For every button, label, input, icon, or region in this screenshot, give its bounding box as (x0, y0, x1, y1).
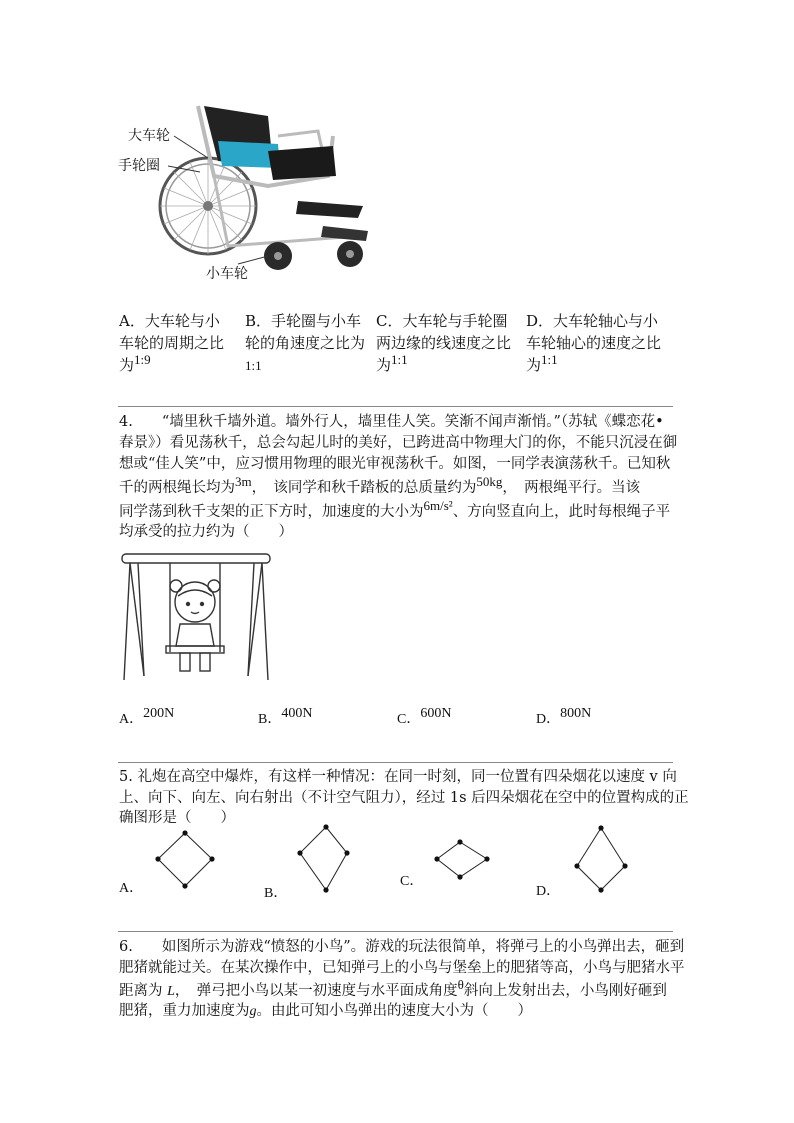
q3-option-c[interactable] (376, 310, 524, 377)
q3-option-b-line1: B．手轮圈与小车 (245, 312, 362, 330)
q3-option-a-line1: A．大车轮与小 (119, 312, 220, 330)
q4-option-b-value: 400N (281, 706, 313, 721)
q4-option-c-value: 600N (420, 706, 452, 721)
q3-option-a-line2: 车轮的周期之比 (119, 334, 225, 352)
q4-line1: 4. “墙里秋千墙外道。墙外行人，墙里佳人笑。笑渐不闻声渐悄。”（苏轼《蝶恋花• (119, 414, 664, 430)
label-big-wheel: 大车轮 (128, 128, 170, 144)
q6-line3 (119, 977, 675, 1002)
q3-option-d[interactable] (526, 310, 676, 377)
q4-line4-c: ， 两根绳平行。当该 (502, 480, 641, 496)
q5-figure-d (568, 822, 634, 900)
separator-1 (118, 406, 673, 407)
q3-option-c-line1: C．大车轮与手轮圈 (376, 312, 508, 330)
q5-figure-a (150, 828, 220, 893)
q4-option-a-key: A． (119, 712, 144, 727)
q3-option-a-line3: 为 (119, 356, 135, 374)
q6-line1: 6. 如图所示为游戏“愤怒的小鸟”。游戏的玩法很简单，将弹弓上的小鸟弹出去，砸到 (119, 939, 685, 955)
q3-option-c-value: 1:1 (391, 352, 408, 367)
q4-option-a[interactable] (119, 708, 174, 728)
q3-option-b-value: 1:1 (245, 358, 262, 373)
q4-option-c-key: C． (397, 712, 421, 727)
q5-figure-c (430, 836, 494, 884)
q4-line5-b: 、方向竖直向上，此时每根绳子平 (452, 504, 671, 520)
separator-3 (118, 931, 673, 932)
q4-option-b[interactable] (258, 708, 312, 728)
q5-option-d-label[interactable]: D． (536, 884, 561, 899)
q4-mass: 50kg (476, 474, 503, 489)
wheelchair-image (118, 96, 378, 286)
q4-line4 (119, 474, 675, 499)
q5-line2: 上、向下、向左、向右射出（不计空气阻力），经过 1s 后四朵烟花在空中的位置构成的正 (119, 790, 689, 806)
q4-line2: 春景》）看见荡秋千，总会勾起儿时的美好，已跨进高中物理大门的你，不能只沉浸在御 (119, 435, 678, 451)
q4-line4-a: 千的两根绳长均为 (119, 480, 235, 496)
q4-option-d-key: D． (536, 712, 561, 727)
swing-figure (118, 548, 274, 684)
q4-line3: 想或“佳人笑”中，应习惯用物理的眼光审视荡秋千。如图，一同学表演荡秋千。已知秋 (119, 456, 671, 472)
q6-line4 (119, 1001, 675, 1022)
q3-option-c-line3: 为 (376, 356, 392, 374)
q4-option-d[interactable] (536, 708, 591, 728)
label-small-wheel: 小车轮 (206, 266, 248, 282)
q6-line3-a: 距离为 (119, 983, 163, 999)
q6-line3-b: ， 弹弓把小鸟以某一初速度与水平面成角度 (174, 983, 458, 999)
q3-option-d-value: 1:1 (541, 352, 558, 367)
q3-option-b[interactable] (245, 310, 375, 377)
q4-line6: 均承受的拉力约为（ ） (119, 524, 293, 540)
q4-line5-a: 同学荡到秋千支架的正下方时，加速度的大小为 (119, 504, 424, 520)
q5-figure-b (292, 820, 354, 900)
q6-line4-a: 肥猪，重力加速度为 (119, 1003, 250, 1019)
q3-option-b-line2: 轮的角速度之比为 (245, 334, 366, 352)
q4-option-a-value: 200N (143, 706, 175, 721)
q6-angle-symbol: θ (457, 977, 464, 992)
q4-option-b-key: B． (258, 712, 282, 727)
q6-line4-b: 。由此可知小鸟弹出的速度大小为（ ） (256, 1003, 532, 1019)
q4-option-d-value: 800N (560, 706, 592, 721)
q5-option-a-label[interactable]: A． (119, 881, 144, 896)
q3-option-a[interactable] (119, 310, 241, 377)
q4-line4-b: ， 该同学和秋千踏板的总质量约为 (251, 480, 477, 496)
q5-option-c-label[interactable]: C． (400, 874, 424, 889)
q3-option-d-line2: 车轮轴心的速度之比 (526, 334, 662, 352)
q4-rope-length: 3m (235, 474, 252, 489)
label-hand-ring: 手轮圈 (118, 158, 160, 174)
q6-line2: 肥猪就能过关。在某次操作中，已知弹弓上的小鸟与堡垒上的肥猪等高，小鸟与肥猪水平 (119, 960, 685, 976)
q5-option-b-label[interactable]: B． (264, 886, 288, 901)
wheelchair-figure (118, 96, 378, 286)
q6-line3-c: 斜向上发射出去，小鸟刚好砸到 (463, 983, 667, 999)
q4-line5 (119, 498, 675, 523)
q4-acceleration: 6m/s² (423, 498, 453, 513)
q3-option-c-line2: 两边缘的线速度之比 (376, 334, 512, 352)
separator-2 (118, 762, 673, 763)
q3-option-d-line3: 为 (526, 356, 542, 374)
q5-line1: 5. 礼炮在高空中爆炸，有这样一种情况：在同一时刻，同一位置有四朵烟花以速度 v 向 (119, 769, 677, 785)
q3-option-d-line1: D．大车轮轴心与小 (526, 312, 659, 330)
q5-line3: 确图形是（ ） (119, 810, 235, 826)
q6-gravity-symbol: g (249, 1004, 257, 1019)
q4-option-c[interactable] (397, 708, 451, 728)
q3-option-a-value: 1:9 (134, 352, 151, 367)
q6-distance-symbol: L (167, 984, 175, 999)
